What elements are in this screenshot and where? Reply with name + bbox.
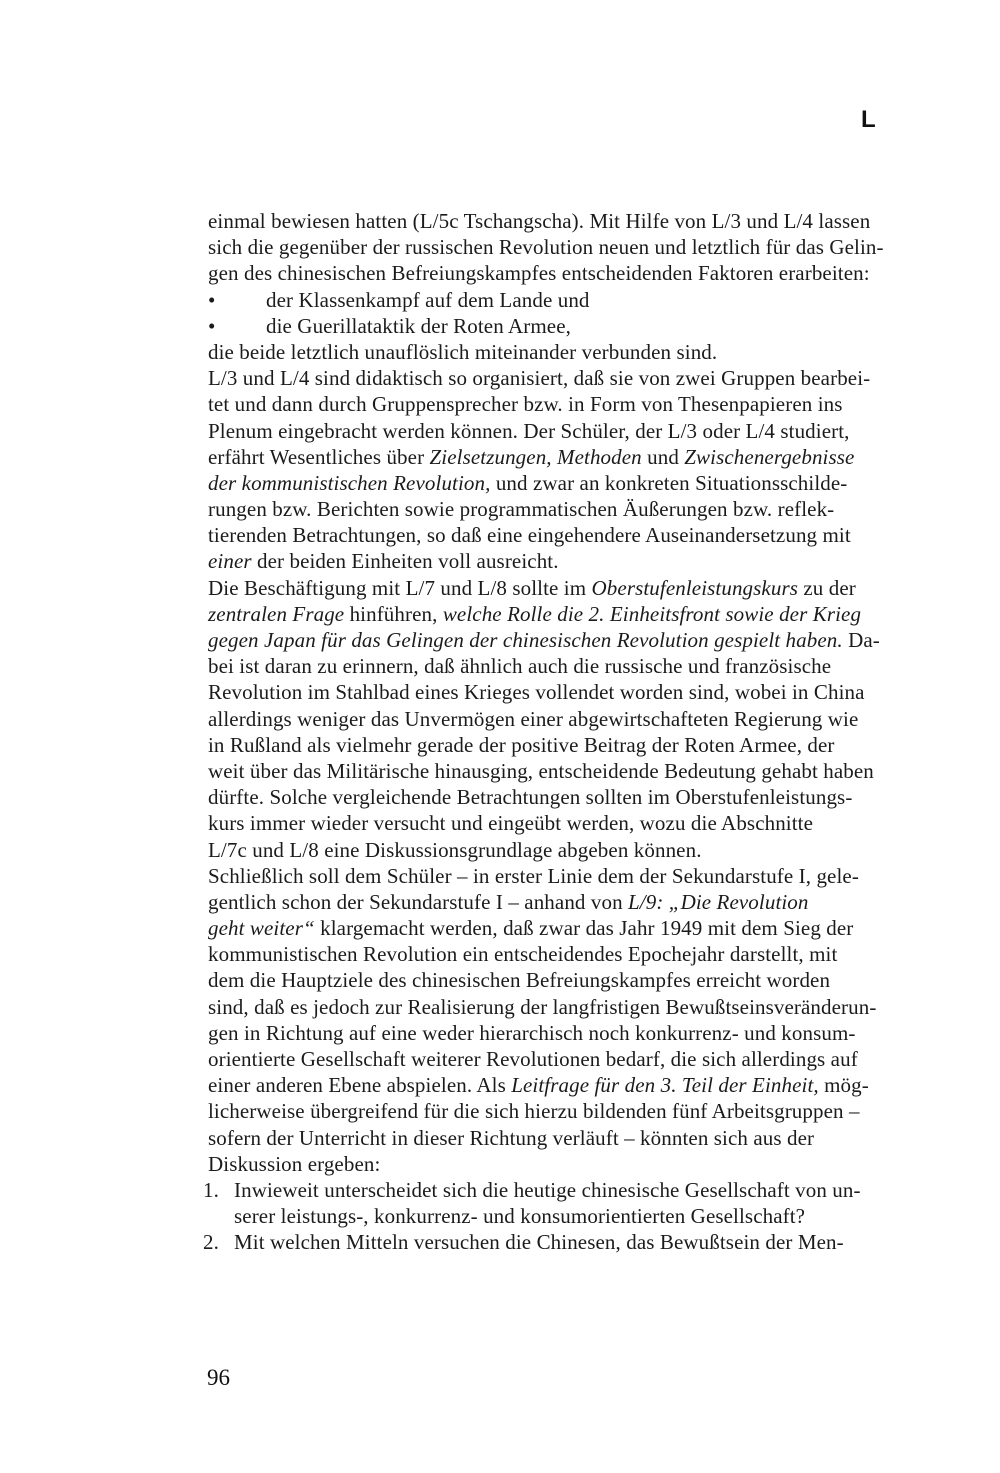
- question-text: Mit welchen Mitteln versuchen die Chinesen, das Bewußtsein der Men-: [234, 1230, 844, 1255]
- question-continuation: serer leistungs-, konkurrenz- und konsumorientierten Gesellschaft?: [234, 1204, 806, 1229]
- text-span: und zwar an konkreten Situationsschilde-: [490, 470, 848, 495]
- text-line: Revolution im Stahlbad eines Krieges vollendet worden sind, wobei in China: [208, 680, 865, 705]
- body-text: [203, 208, 948, 1256]
- text-line: [208, 548, 948, 574]
- page-number: 96: [207, 1365, 230, 1390]
- text-line: tierenden Betrachtungen, so daß eine eingehendere Auseinandersetzung mit: [208, 523, 851, 548]
- text-line: dem die Hauptziele des chinesischen Befreiungskampfes erreicht worden: [208, 968, 831, 993]
- bullet-icon: •: [208, 287, 216, 312]
- text-line: bei ist daran zu erinnern, daß ähnlich auch die russische und französische: [208, 654, 832, 679]
- emphasis: der kommunistischen Revolution,: [208, 470, 491, 495]
- text-line: [208, 601, 948, 627]
- text-line: gen des chinesischen Befreiungskampfes entscheidenden Faktoren erarbeiten:: [208, 261, 870, 286]
- text-line: sofern der Unterricht in dieser Richtung verläuft – könnten sich aus der: [208, 1125, 815, 1150]
- question-number: 2.: [203, 1230, 219, 1255]
- text-line: [208, 1072, 948, 1098]
- text-line: orientierte Gesellschaft weiterer Revolutionen bedarf, die sich allerdings auf: [208, 1047, 858, 1071]
- question-number: 1.: [203, 1177, 219, 1202]
- text-line: L/3 und L/4 sind didaktisch so organisiert, daß sie von zwei Gruppen bearbei-: [208, 366, 871, 391]
- question-text: Inwieweit unterscheidet sich die heutige chinesische Gesellschaft von un-: [234, 1177, 861, 1202]
- text-line: [208, 470, 948, 496]
- text-line: Plenum eingebracht werden können. Der Schüler, der L/3 oder L/4 studiert,: [208, 418, 850, 443]
- text-line: [208, 444, 948, 470]
- bullet-text: der Klassenkampf auf dem Lande und: [266, 287, 590, 312]
- emphasis: geht weiter“: [208, 916, 315, 941]
- chapter-mark: L: [861, 106, 876, 133]
- text-span: Die Beschäftigung mit L/7 und L/8 sollte im: [208, 575, 592, 600]
- text-line: rungen bzw. Berichten sowie programmatischen Äußerungen bzw. reflek-: [208, 497, 835, 522]
- bullet-icon: •: [208, 313, 216, 338]
- text-line: [208, 915, 948, 941]
- bullet-item: [208, 313, 948, 339]
- question-item: [203, 1177, 948, 1203]
- question-item: [203, 1229, 948, 1255]
- text-span: der beiden Einheiten voll ausreicht.: [251, 549, 559, 574]
- text-line: [208, 575, 948, 601]
- text-line: Diskussion ergeben:: [208, 1151, 381, 1176]
- emphasis: welche Rolle die 2. Einheitsfront sowie der Krieg: [442, 601, 862, 626]
- text-line: licherweise übergreifend für die sich hierzu bildenden fünf Arbeitsgruppen –: [208, 1099, 860, 1124]
- bullet-item: [208, 287, 948, 313]
- text-span: gentlich schon der Sekundarstufe I – anhand von: [208, 889, 629, 914]
- text-span: hinführen,: [344, 601, 443, 626]
- text-line: tet und dann durch Gruppensprecher bzw. in Form von Thesenpapieren ins: [208, 392, 843, 417]
- text-span: klargemacht werden, daß zwar das Jahr 1949 mit dem Sieg der: [314, 916, 854, 941]
- text-line: weit über das Militärische hinausging, entscheidende Bedeutung gehabt haben: [208, 758, 874, 783]
- text-line: [208, 889, 948, 915]
- text-line: sich die gegenüber der russischen Revolution neuen und letztlich für das Gelin-: [208, 235, 884, 260]
- text-line: einmal bewiesen hatten (L/5c Tschangscha). Mit Hilfe von L/3 und L/4 lassen: [208, 209, 871, 233]
- text-span: und: [641, 444, 685, 469]
- emphasis: Leitfrage für den 3. Teil der Einheit,: [511, 1073, 819, 1098]
- text-line: in Rußland als vielmehr gerade der positive Beitrag der Roten Armee, der: [208, 732, 835, 757]
- emphasis: Oberstufenleistungskurs: [591, 575, 798, 600]
- text-line: [208, 627, 948, 653]
- emphasis: L/9: „Die Revolution: [628, 889, 809, 914]
- emphasis: Zielsetzungen, Methoden: [429, 444, 642, 469]
- text-line: L/7c und L/8 eine Diskussionsgrundlage abgeben können.: [208, 837, 702, 862]
- text-line: kommunistischen Revolution ein entscheidendes Epochejahr darstellt, mit: [208, 942, 838, 967]
- emphasis: Zwischenergebnisse: [684, 444, 855, 469]
- text-line: Schließlich soll dem Schüler – in erster Linie dem der Sekundarstufe I, gele-: [208, 863, 859, 888]
- text-span: mög-: [818, 1073, 869, 1098]
- text-line: sind, daß es jedoch zur Realisierung der langfristigen Bewußtseinsveränderun-: [208, 994, 877, 1019]
- emphasis: zentralen Frage: [208, 601, 345, 626]
- text-line: kurs immer wieder versucht und eingeübt werden, wozu die Abschnitte: [208, 811, 814, 836]
- text-line: dürfte. Solche vergleichende Betrachtungen sollten im Oberstufenleistungs-: [208, 785, 853, 810]
- text-span: erfährt Wesentliches über: [208, 444, 430, 469]
- text-span: zu der: [798, 575, 856, 600]
- emphasis: einer: [208, 549, 252, 574]
- text-span: Da-: [842, 628, 880, 652]
- text-span: einer anderen Ebene abspielen. Als: [208, 1073, 512, 1098]
- bullet-text: die Guerillataktik der Roten Armee,: [266, 313, 571, 338]
- text-line: allerdings weniger das Unvermögen einer abgewirtschafteten Regierung wie: [208, 706, 859, 731]
- emphasis: gegen Japan für das Gelingen der chinesischen Revolution gespielt haben.: [208, 628, 843, 652]
- text-line: die beide letztlich unauflöslich miteinander verbunden sind.: [208, 339, 718, 364]
- text-line: gen in Richtung auf eine weder hierarchisch noch konkurrenz- und konsum-: [208, 1020, 856, 1045]
